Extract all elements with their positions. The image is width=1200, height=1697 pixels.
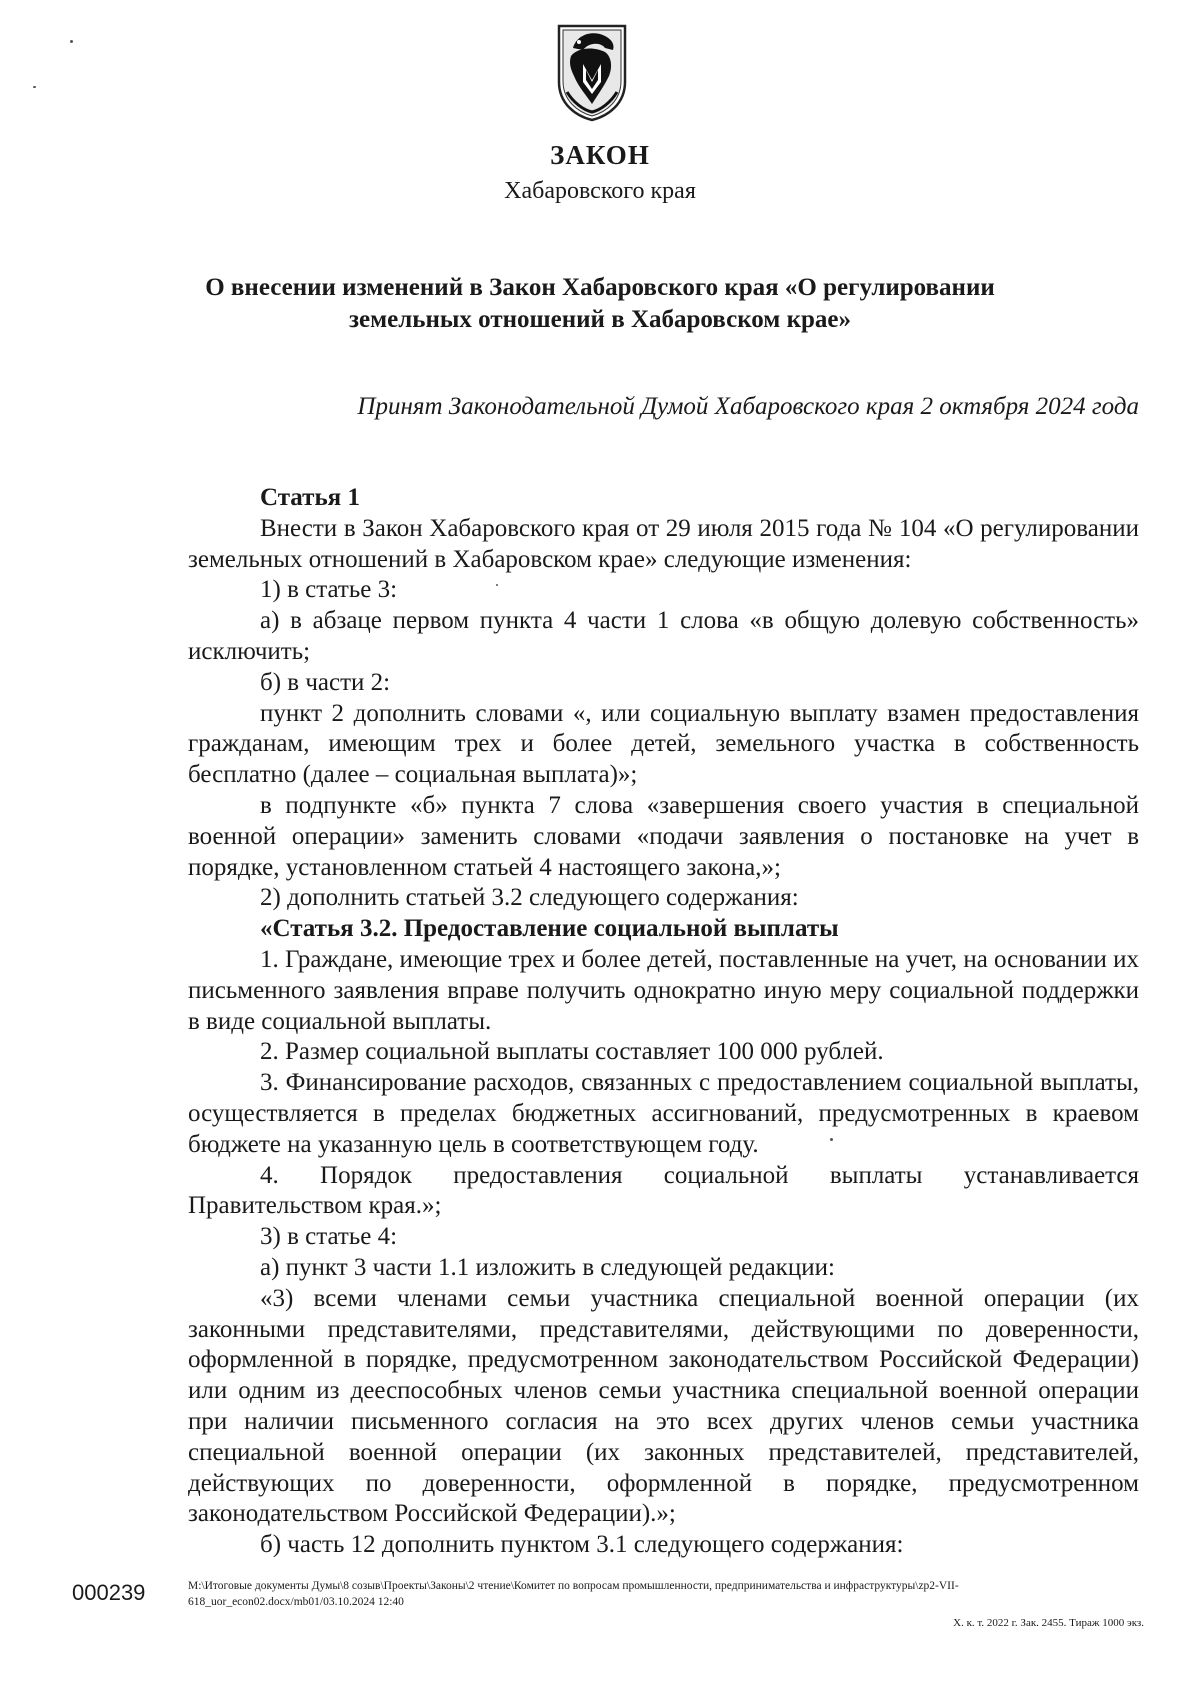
law-title [0,272,1200,336]
paragraph: 1. Граждане, имеющие трех и более детей, поставленные на учет, на основании их письменного заявления вправе получить однократно иную меру социальной поддержки в виде социальной выплаты. [188,945,1139,1035]
paragraph: Внести в Закон Хабаровского края от 29 июля 2015 года № 104 «О регулировании земельных отношений в Хабаровском крае» следующие изменения: [188,514,1139,573]
paragraph: «3) всеми членами семьи участника специальной военной операции (их законными представителями, представителями, действующими по доверенности, оформленной в порядке, предусмотренном законодательством Российской Федерации) или одним из дееспособных членов семьи участника специальной военной операции при наличии письменного согласия на это всех других членов семьи участника специальной военной операции (их законных представителей, представителей, действующих по доверенности, оформленной в порядке, предусмотренном законодательством Российской Федерации).»; [188,1284,1139,1528]
document-region: Хабаровского края [504,178,696,204]
scan-speck [496,584,498,586]
paragraph: а) в абзаце первом пункта 4 части 1 слова «в общую долевую собственность» исключить; [188,607,1139,665]
paragraph: 4. Порядок предоставления социальной выплаты устанавливается Правительством края.»; [188,1161,1139,1220]
document-number: 000239 [72,1580,146,1605]
scan-speck [33,86,36,88]
coat-of-arms-icon [553,22,631,122]
paragraph: 2) дополнить статьей 3.2 следующего содержания: [260,884,799,912]
print-info: Х. к. т. 2022 г. Зак. 2455. Тираж 1000 экз. [953,1617,1144,1629]
paragraph: в подпункте «б» пункта 7 слова «завершения своего участия в специальной военной операции» заменить словами «подачи заявления о постановке на учет в порядке, установленном статьей 4 настоящего закона,»; [188,791,1139,881]
document-body [188,483,1139,1561]
paragraph: а) пункт 3 части 1.1 изложить в следующей редакции: [260,1253,835,1281]
file-path: M:\Итоговые документы Думы\8 созыв\Проекты\Законы\2 чтение\Комитет по вопросам промышленности, предпринимательства и инфраструктуры\zp2-VII-618_uor_econ02.docx/mb01/03.10.2024 12:40 [188,1580,959,1608]
law-title-line-2: земельных отношений в Хабаровском крае» [349,306,851,333]
paragraph: пункт 2 дополнить словами «, или социальную выплату взамен предоставления гражданам, имеющим трех и более детей, земельного участка в собственность бесплатно (далее – социальная выплата)»; [188,699,1139,789]
adoption-note: Принят Законодательной Думой Хабаровского края 2 октября 2024 года [357,393,1139,420]
paragraph: 3. Финансирование расходов, связанных с предоставлением социальной выплаты, осуществляется в пределах бюджетных ассигнований, предусмотренных в краевом бюджете на указанную цель в соответствующем году. [188,1069,1139,1158]
paragraph: б) часть 12 дополнить пунктом 3.1 следующего содержания: [260,1531,904,1559]
paragraph: 1) в статье 3: [260,576,398,604]
document-type: ЗАКОН [550,140,650,170]
scan-speck [70,40,73,43]
paragraph: б) в части 2: [260,668,391,696]
law-title-line-1: О внесении изменений в Закон Хабаровского края «О регулировании [205,274,995,301]
article-heading: Статья 1 [260,484,360,511]
paragraph: 3) в статье 4: [260,1223,398,1251]
scan-speck [830,1138,833,1141]
article-3-2-heading: «Статья 3.2. Предоставление социальной выплаты [260,915,839,943]
paragraph: 2. Размер социальной выплаты составляет 100 000 рублей. [260,1038,884,1066]
